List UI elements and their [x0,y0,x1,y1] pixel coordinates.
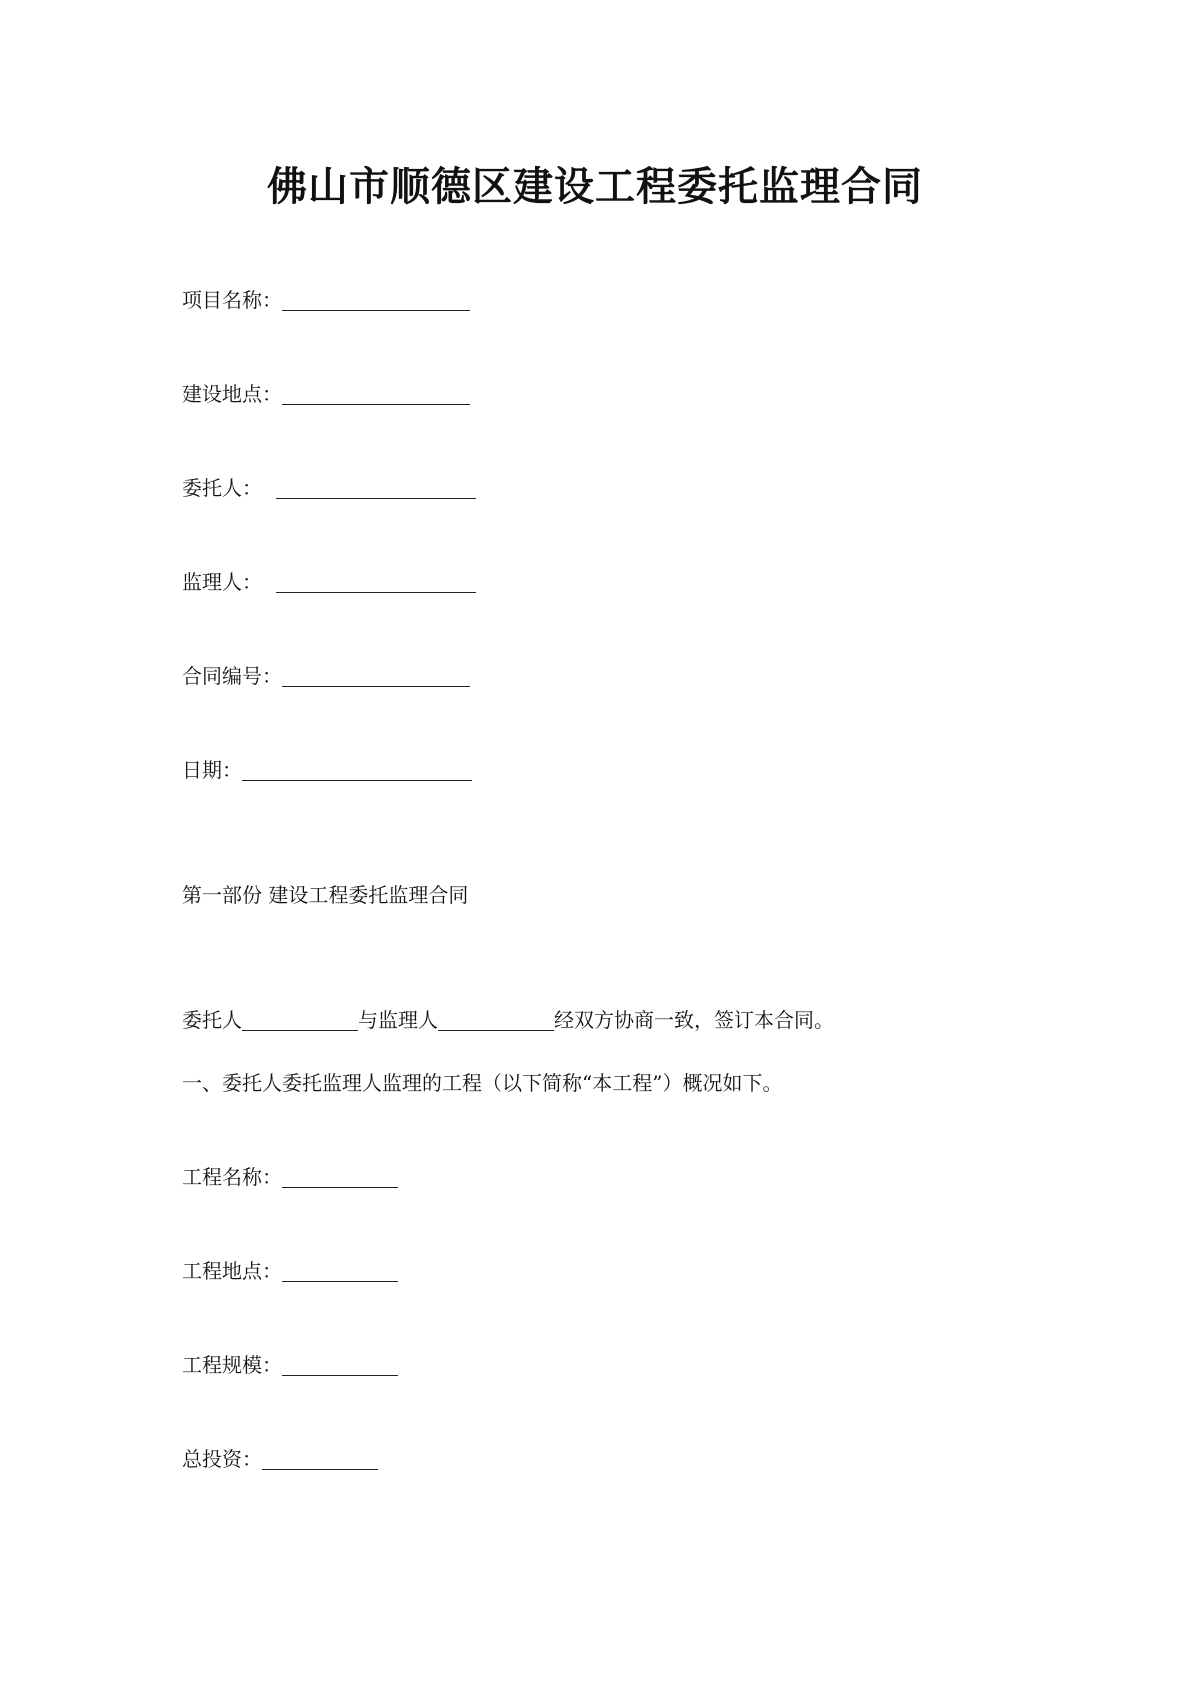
field-date [182,757,472,783]
field-supervisor [182,569,476,595]
field-label: 建设地点： [182,382,282,406]
intro-sentence [182,1007,834,1033]
fill-blank[interactable] [282,1355,398,1376]
part-heading: 第一部份 建设工程委托监理合同 [182,883,469,907]
field-label: 合同编号： [182,664,282,688]
field-label: 总投资： [182,1447,262,1471]
intro-text-1: 委托人 [182,1008,242,1032]
field-label: 工程名称： [182,1165,282,1189]
field-label: 项目名称： [182,288,282,312]
fill-blank[interactable] [276,478,476,499]
fill-blank[interactable] [282,290,470,311]
field-project-name [182,287,470,313]
field-contract-number [182,663,470,689]
fill-blank[interactable] [282,384,470,405]
field-label: 监理人： [182,570,262,594]
fill-blank[interactable] [282,1167,398,1188]
field-work-location [182,1258,398,1284]
fill-blank[interactable] [242,760,472,781]
fill-blank[interactable] [282,1261,398,1282]
field-total-investment [182,1446,378,1472]
field-construction-site [182,381,470,407]
intro-text-3: 经双方协商一致，签订本合同。 [554,1008,834,1032]
client-blank[interactable] [242,1010,358,1031]
fill-blank[interactable] [276,572,476,593]
field-label: 工程地点： [182,1259,282,1283]
page-title: 佛山市顺德区建设工程委托监理合同 [267,163,923,210]
field-label: 日期： [182,758,242,782]
supervisor-blank[interactable] [438,1010,554,1031]
field-work-scale [182,1352,398,1378]
fill-blank[interactable] [262,1449,378,1470]
field-label: 委托人： [182,476,262,500]
field-work-name [182,1164,398,1190]
fill-blank[interactable] [282,666,470,687]
field-client [182,475,476,501]
field-label: 工程规模： [182,1353,282,1377]
intro-text-2: 与监理人 [358,1008,438,1032]
clause-1: 一、委托人委托监理人监理的工程（以下简称“本工程”）概况如下。 [182,1071,783,1095]
